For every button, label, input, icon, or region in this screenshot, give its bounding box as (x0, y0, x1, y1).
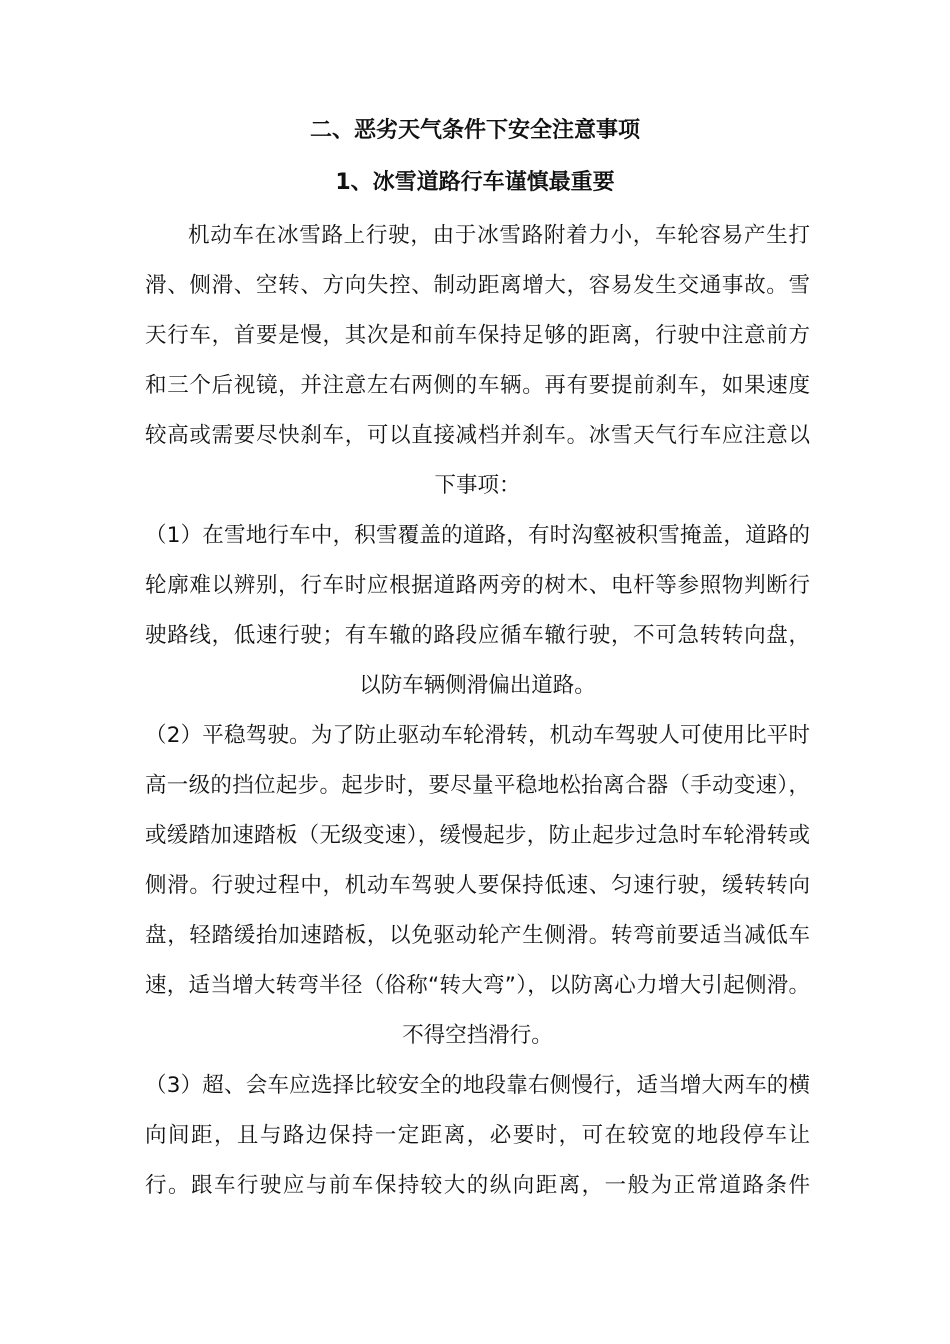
paragraph-item-1: （1）在雪地行车中，积雪覆盖的道路，有时沟壑被积雪掩盖，道路的轮廓难以辨别，行车时应根据道路两旁的树木、电杆等参照物判断行驶路线，低速行驶；有车辙的路段应循车辙行驶，不可急转转向盘，以防车辆侧滑偏出道路。 (145, 523, 810, 698)
paragraph-intro: 机动车在冰雪路上行驶，由于冰雪路附着力小，车轮容易产生打滑、侧滑、空转、方向失控、制动距离增大，容易发生交通事故。雪天行车，首要是慢，其次是和前车保持足够的距离，行驶中注意前方和三个后视镜，并注意左右两侧的车辆。再有要提前刹车，如果速度较高或需要尽快刹车，可以直接减档并刹车。冰雪天气行车应注意以下事项： (145, 223, 810, 498)
document-body (145, 211, 810, 1211)
subsection-title: 1、冰雪道路行车谨慎最重要 (335, 170, 615, 195)
paragraph-item-2: （2）平稳驾驶。为了防止驱动车轮滑转，机动车驾驶人可使用比平时高一级的挡位起步。起步时，要尽量平稳地松抬离合器（手动变速），或缓踏加速踏板（无级变速），缓慢起步，防止起步过急时车轮滑转或侧滑。行驶过程中，机动车驾驶人要保持低速、匀速行驶，缓转转向盘，轻踏缓抬加速踏板，以免驱动轮产生侧滑。转弯前要适当减低车速，适当增大转弯半径（俗称“转大弯”），以防离心力增大引起侧滑。不得空挡滑行。 (145, 723, 810, 1048)
paragraph-item-3: （3）超、会车应选择比较安全的地段靠右侧慢行，适当增大两车的横向间距，且与路边保持一定距离，必要时，可在较宽的地段停车让行。跟车行驶应与前车保持较大的纵向距离，一般为正常道路条件 (145, 1073, 810, 1198)
section-title: 二、恶劣天气条件下安全注意事项 (309, 118, 640, 143)
